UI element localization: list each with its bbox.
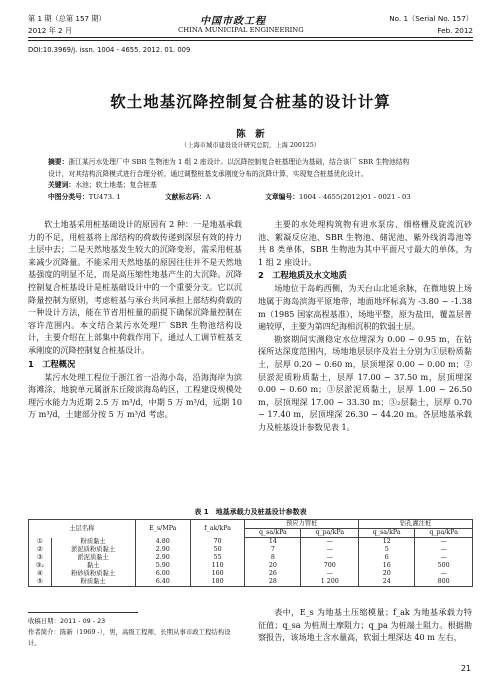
structures-paragraph: 主要的水处理构筑物有进水泵房、细格栅及旋流沉砂池、絮凝反应池、SBR 生物池、储泥池、紫外线消毒池等共 8 类单体，SBR 生物池为其中平面尺寸最大的单体，为 1 组 2 座设计。 [258, 219, 472, 267]
table-row [29, 562, 473, 570]
table-row [29, 538, 473, 547]
table-cell-q2: 1 200 [301, 578, 359, 587]
left-column [28, 218, 242, 421]
clc-label: 中图分类号： [48, 192, 89, 201]
table-cell-q1: 7 [245, 546, 301, 554]
table-caption: 表 1 地基承载力及桩基设计参数表 [194, 508, 307, 516]
header-layer-name: 土层名称 [29, 520, 136, 538]
table-cell-fak: 160 [190, 570, 244, 578]
intro-paragraph: 软土地基采用桩基础设计的原因有 2 种：一是地基承载力的不足，用桩基将上部结构的荷载传递到深层有效的持力土层中去；二是天然地基发生较大的沉降变形，需采用桩基来减少沉降量。不能采用天然地基的原因往往并不是天然地基强度的明显不足，而是高压缩性地基产生的大沉降。沉降控制复合桩基设计是桩基础设计中的一个重要分支。它以沉降量控制为原则，考虑桩基与承台共同承担上部结构荷载的一种设计方法，能在节省用桩量的前提下确保沉降量控制在容许范围内。本文结合某污水处理厂 SBR 生物池结构设计，主要介绍在上部集中荷载作用下，通过人工调节桩基支承刚度的沉降控制复合桩基设计。 [28, 219, 242, 355]
header-bored-pile: 钻孔灌注桩 [359, 520, 473, 529]
table-cell-no: ⑤ [29, 578, 52, 587]
table-cell-q3: 12 [359, 538, 415, 547]
table-cell-no: ① [29, 538, 52, 547]
abstract-line-2: 设计，对其结构沉降模式进行合理分析。通过调整桩基支承刚度分布的沉降计算，实现复合桩基优化设计。 [48, 169, 368, 178]
table-cell-q4: — [415, 570, 473, 578]
project-overview-paragraph: 某污水处理工程位于浙江省一沿海小岛，沿海海岸为滨海滩涂，地貌单元属浙东丘陵滨海岛屿区，工程建设规模处理污水能力为近期 2.5 万 m³/d，中期 5 万 m³/d，远期 10 万 m³/d，土建部分按 5 万 m³/d 考虑。 [28, 371, 242, 420]
table-cell-name: 粉质黏土 [51, 578, 135, 587]
table-cell-q3: 6 [359, 554, 415, 562]
section-1-title: 1 工程概况 [28, 358, 76, 369]
header-es: E_s/MPa [135, 520, 190, 538]
header-rule [28, 37, 473, 38]
keywords: 水池；软土地基；复合桩基 [75, 181, 157, 189]
table-cell-q4: — [415, 546, 473, 554]
table-cell-name: 淤泥质粉质黏土 [51, 546, 135, 554]
table-cell-q1: 26 [245, 570, 301, 578]
doi: DOI:10.3969/j. issn. 1004 - 4655. 2012. 01. 009 [28, 46, 191, 54]
table-note-paragraph: 表中，E_s 为地基土压缩模量；f_ak 为地基承载力特征值；q_sa 为桩周土摩阻力；q_pa 为桩端土阻力。根据勘察报告，该场地土含水量高，软弱土埋深达 40 m 左右， [258, 607, 472, 643]
header-rule-thin [28, 40, 473, 41]
table-cell-q4: 500 [415, 562, 473, 570]
abstract-text-1: 浙江某污水处理厂中 SBR 生物池为 1 组 2 座设计。以沉降控制复合桩基理论为基础，结合该厂 SBR 生物池结构 [68, 158, 410, 166]
table-body [29, 538, 473, 587]
footnote [28, 616, 240, 649]
journal-name-cn: 中国市政工程 [200, 16, 266, 27]
issue-number-en: No. 1（Serial No. 157） [389, 14, 473, 23]
footnote-rule [28, 612, 138, 613]
received-date: 收稿日期：2011 - 09 - 23 [28, 617, 106, 625]
table-cell-q4: — [415, 554, 473, 562]
table-cell-q2: — [301, 570, 359, 578]
journal-name-en: CHINA MUNICIPAL ENGINEERING [178, 26, 304, 34]
table-cell-fak: 110 [190, 562, 244, 570]
table-cell-name: 粉砂质粉质黏土 [51, 570, 135, 578]
publish-date-en: Feb. 2012 [437, 26, 473, 35]
table-cell-q1: 14 [245, 538, 301, 547]
table-cell-fak: 180 [190, 578, 244, 587]
table-cell-q2: — [301, 546, 359, 554]
table-cell-q1: 8 [245, 554, 301, 562]
table-cell-es: 5.90 [135, 562, 190, 570]
table-cell-q2: — [301, 538, 359, 547]
article-no: 1004 - 4655(2012)01 - 0021 - 03 [299, 192, 411, 201]
header-precast-pile: 预应力管桩 [245, 520, 359, 529]
table-cell-es: 2.90 [135, 554, 190, 562]
table-cell-q4: — [415, 538, 473, 547]
table-cell-name: 黏土 [51, 562, 135, 570]
table-cell-name: 淤泥质黏土 [51, 554, 135, 562]
table-cell-q1: 28 [245, 578, 301, 587]
clc: TU473. 1 [88, 192, 121, 201]
soil-parameter-table [28, 519, 473, 587]
table-cell-no: ② [29, 546, 52, 554]
table-cell-es: 6.00 [135, 570, 190, 578]
affiliation: （上海市城市建设设计研究总院，上海 200125） [180, 142, 321, 149]
page-number: 21 [460, 664, 471, 673]
publish-date: 2012 年 2 月 [28, 26, 73, 35]
table-wrap [28, 519, 473, 587]
header-qpa-2: q_pa/kPa [415, 529, 473, 538]
doc-code-label: 文献标志码： [165, 192, 206, 201]
table-cell-q4: 800 [415, 578, 473, 587]
author: 陈 新 [236, 129, 265, 140]
keywords-line [48, 180, 460, 192]
table-cell-fak: 55 [190, 554, 244, 562]
table-row [29, 570, 473, 578]
table-row [29, 578, 473, 587]
doc-code: A [205, 192, 211, 201]
author-intro: 作者简介：陈新（1969 -），男，高级工程师，长期从事市政工程结构设计。 [28, 628, 231, 647]
table-cell-no: ③₂ [29, 562, 52, 570]
table-row [29, 546, 473, 554]
abstract-label: 摘要： [48, 158, 69, 166]
paper-title: 软土地基沉降控制复合桩基的设计计算 [110, 93, 391, 111]
table-cell-q3: 5 [359, 546, 415, 554]
table-cell-fak: 50 [190, 546, 244, 554]
table-row [29, 554, 473, 562]
right-column [258, 218, 472, 434]
table-cell-q1: 20 [245, 562, 301, 570]
right-column-continued [258, 606, 472, 644]
table-cell-no: ③ [29, 554, 52, 562]
abstract-block [48, 157, 460, 203]
geology-paragraph: 场地位于岛屿西侧，为天台山北延余脉，在微地貌上场地属于海岛滨海平原地带，地面地坪标高为 -3.80 ~ -1.38 m（1985 国家高程基准），场地平整，原为盐田，覆盖层普遍较厚，主要为第四纪海相沉积的软弱土层。 [258, 283, 472, 332]
strata-paragraph: 勘察期间实测稳定水位埋深为 0.00 ~ 0.95 m，在钻探所达深度范围内，场地地层层序及岩土分别为①层粉质黏土，层厚 0.20 ~ 0.60 m，层顶埋深 0.00 ~ 0.00 m；②层淤泥质粉质黏土，层厚 17.00 ~ 37.50 m，层顶埋深 0.00 ~ 0.60 m；③层淤泥质黏土，层厚 1.00 ~ 26.50 m，层顶埋深 17.00 ~ 33.30 m；③₂层黏土，层厚 0.70 ~ 17.40 m，层顶埋深 26.30 ~ 44.20 m。各层地基承载力及桩基设计参数见表 1。 [258, 333, 472, 432]
table-cell-es: 6.40 [135, 578, 190, 587]
table-cell-es: 2.90 [135, 546, 190, 554]
classification-line [48, 192, 460, 204]
header-qpa-1: q_pa/kPa [301, 529, 359, 538]
table-cell-q2: — [301, 554, 359, 562]
table-cell-fak: 70 [190, 538, 244, 547]
header-qsa-1: q_sa/kPa [245, 529, 301, 538]
abstract-line-1 [48, 157, 460, 169]
header-fak: f_ak/kPa [190, 520, 244, 538]
issue-number: 第 1 期（总第 157 期） [28, 14, 106, 23]
table-cell-q3: 24 [359, 578, 415, 587]
keywords-label: 关键词： [48, 181, 76, 189]
table-cell-q3: 16 [359, 562, 415, 570]
table-cell-q2: 700 [301, 562, 359, 570]
table-cell-q3: 20 [359, 570, 415, 578]
table-cell-no: ④ [29, 570, 52, 578]
section-2-title: 2 工程地质及水文地质 [258, 270, 347, 281]
article-no-label: 文章编号： [265, 192, 300, 201]
table-cell-name: 粉质黏土 [51, 538, 135, 547]
table-cell-es: 4.80 [135, 538, 190, 547]
header-qsa-2: q_sa/kPa [359, 529, 415, 538]
